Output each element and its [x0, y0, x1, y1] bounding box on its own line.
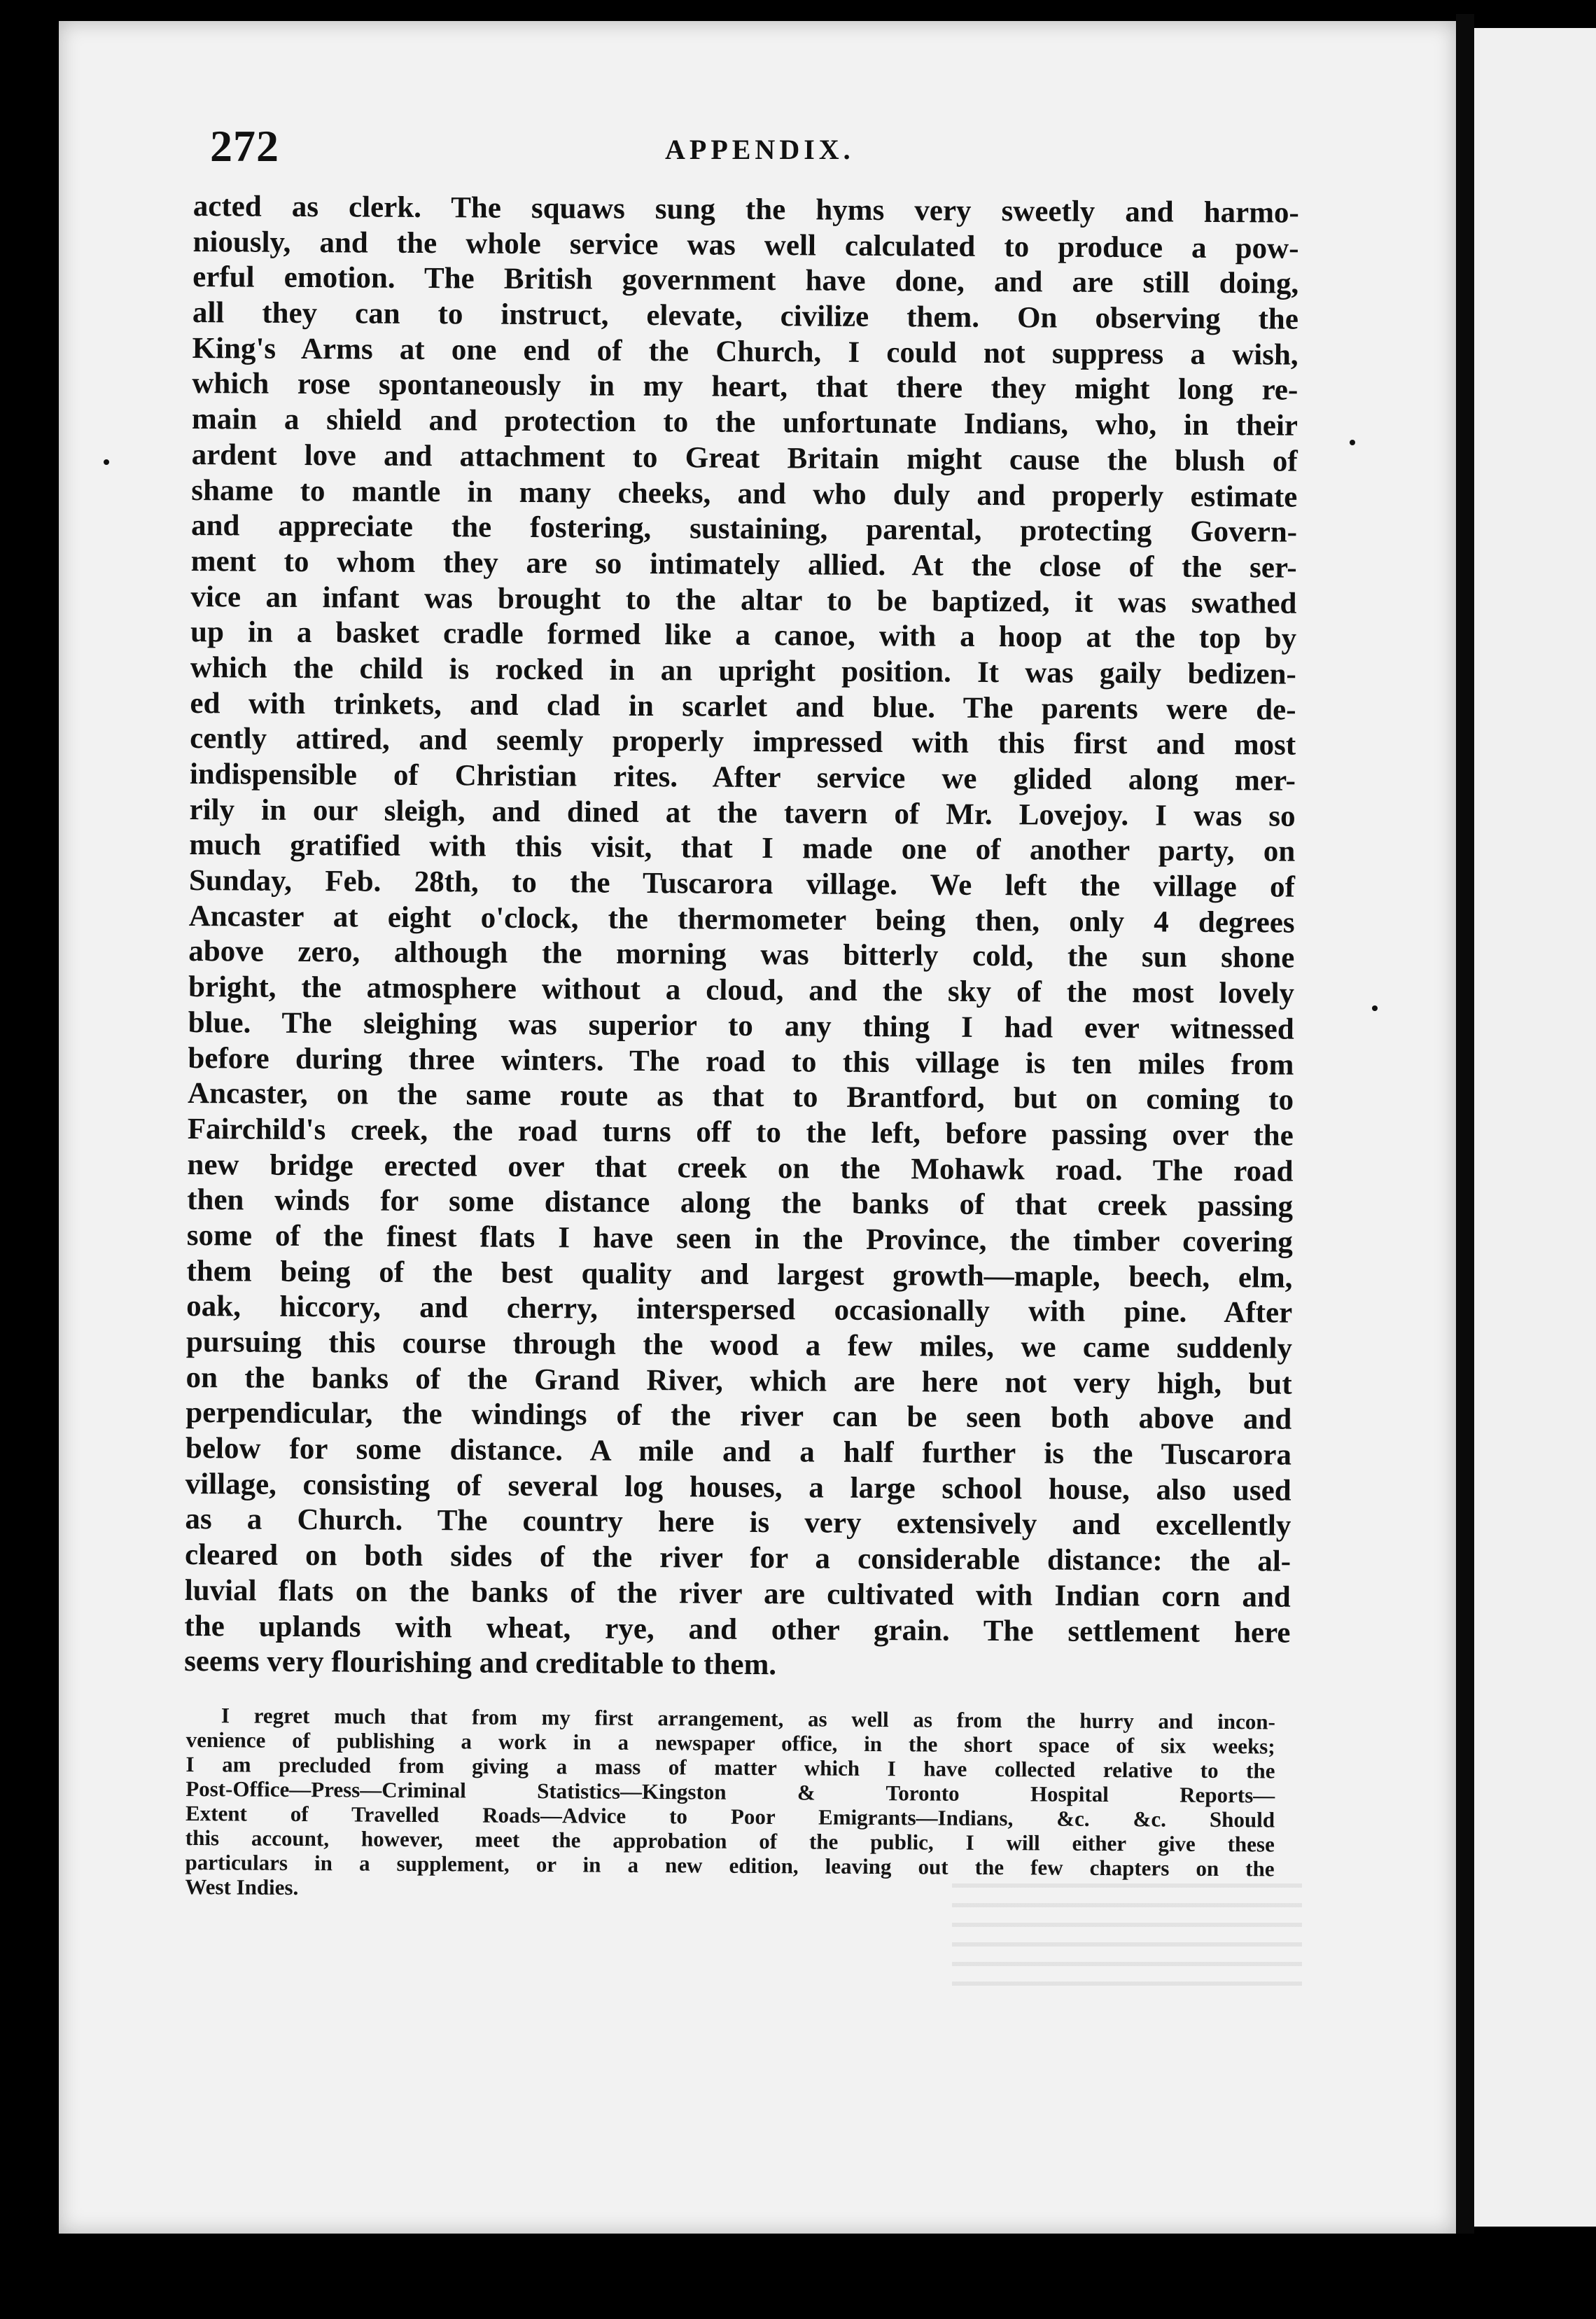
footnote-line: I regret much that from my first arrangement, as well as from the hurry and incon- [220, 1703, 1275, 1734]
text-line: bright, the atmosphere without a cloud, and the sky of the most lovely [188, 970, 1295, 1010]
text-line: main a shield and protection to the unfortunate Indians, who, in their [191, 403, 1298, 443]
text-line: village, consisting of several log houses, a large school house, also used [185, 1467, 1292, 1507]
text-line: much gratified with this visit, that I made one of another party, on [189, 828, 1296, 869]
footnote-line: venience of publishing a work in a newspaper office, in the short space of six weeks; [186, 1727, 1275, 1759]
text-line: rily in our sleigh, and dined at the tavern of Mr. Lovejoy. I was so [189, 793, 1296, 833]
text-line: then winds for some distance along the banks of that creek passing [187, 1183, 1294, 1223]
text-line: which rose spontaneously in my heart, that there they might long re- [192, 367, 1298, 408]
text-line: ed with trinkets, and clad in scarlet and blue. The parents were de- [190, 686, 1296, 727]
bleed-through-texture [952, 1883, 1302, 1989]
text-line: blue. The sleighing was superior to any thing I had ever witnessed [188, 1005, 1294, 1046]
text-line: King's Arms at one end of the Church, I could not suppress a wish, [192, 331, 1298, 372]
text-line: luvial flats on the banks of the river are cultivated with Indian corn and [184, 1573, 1291, 1614]
text-line: on the banks of the Grand River, which are here not very high, but [186, 1360, 1292, 1401]
ink-speck [1372, 1005, 1378, 1011]
text-line: below for some distance. A mile and a half further is the Tuscarora [185, 1432, 1292, 1472]
text-line: above zero, although the morning was bitterly cold, the sun shone [188, 935, 1295, 975]
footnote-line: West Indies. [185, 1874, 299, 1900]
text-line: some of the finest flats I have seen in the Province, the timber covering [186, 1218, 1293, 1259]
text-line: cleared on both sides of the river for a considerable distance: the al- [184, 1538, 1292, 1578]
page-gutter [1456, 14, 1474, 2248]
facing-page-edge [1474, 28, 1596, 2227]
footnote [185, 1703, 1275, 1905]
text-line: shame to mantle in many cheeks, and who duly and properly estimate [191, 473, 1298, 514]
text-line: before during three winters. The road to this village is ten miles from [188, 1041, 1294, 1082]
ink-speck [104, 459, 109, 465]
text-line: ardent love and attachment to Great Britain might cause the blush of [191, 438, 1298, 478]
text-line: pursuing this course through the wood a few miles, we came suddenly [186, 1325, 1293, 1365]
text-line: and appreciate the fostering, sustaining, parental, protecting Govern- [190, 509, 1298, 549]
footnote-line: this account, however, meet the approbation of the public, I will either give these [185, 1825, 1275, 1857]
text-line: Ancaster, on the same route as that to Brantford, but on coming to [187, 1077, 1294, 1117]
text-line: the uplands with wheat, rye, and other grain. The settlement here [184, 1609, 1291, 1650]
text-line: acted as clerk. The squaws sung the hyms very sweetly and harmo- [192, 189, 1299, 230]
scan-bottom-border [0, 2234, 1596, 2319]
footnote-line: I am precluded from giving a mass of matter which I have collected relative to the [186, 1751, 1275, 1783]
text-line: new bridge erected over that creek on the Mohawk road. The road [187, 1148, 1294, 1188]
text-line: all they can to instruct, elevate, civilize them. On observing the [192, 296, 1299, 336]
page-header [210, 120, 1288, 183]
text-line: seems very flourishing and creditable to them. [184, 1645, 777, 1682]
text-line: vice an infant was brought to the altar to be baptized, it was swathed [190, 580, 1297, 620]
text-line: indispensible of Christian rites. After service we glided along mer- [189, 757, 1296, 798]
text-line: ment to whom they are so intimately allied. At the close of the ser- [190, 544, 1297, 585]
running-head: APPENDIX. [665, 134, 855, 165]
footnote-line: Extent of Travelled Roads—Advice to Poor Emigrants—Indians, &c. &c. Should [185, 1800, 1275, 1832]
text-line: as a Church. The country here is very extensively and excellently [185, 1503, 1292, 1543]
text-line: up in a basket cradle formed like a canoe, with a hoop at the top by [190, 615, 1297, 655]
footnote-line: particulars in a supplement, or in a new edition, leaving out the few chapters on the [185, 1849, 1275, 1881]
text-line: oak, hiccory, and cherry, interspersed occasionally with pine. After [186, 1290, 1293, 1330]
text-line: which the child is rocked in an upright position. It was gaily bedizen- [190, 650, 1296, 691]
text-line: cently attired, and seemly properly impressed with this first and most [190, 722, 1296, 762]
footnote-line: Post-Office—Press—Criminal Statistics—Kingston & Toronto Hospital Reports— [186, 1776, 1275, 1808]
text-line: Ancaster at eight o'clock, the thermometer being then, only 4 degrees [188, 899, 1295, 940]
text-line: them being of the best quality and largest growth—maple, beech, elm, [186, 1254, 1293, 1295]
text-line: niously, and the whole service was well calculated to produce a pow- [192, 225, 1299, 265]
text-line: Sunday, Feb. 28th, to the Tuscarora village. We left the village of [188, 864, 1296, 904]
text-line: Fairchild's creek, the road turns off to the left, before passing over the [187, 1112, 1294, 1152]
text-line: perpendicular, the windings of the river can be seen both above and [186, 1396, 1292, 1436]
body-text [184, 189, 1299, 1686]
text-line: erful emotion. The British government have done, and are still doing, [192, 260, 1299, 301]
ink-speck [1350, 440, 1355, 445]
page-number: 272 [210, 121, 279, 171]
